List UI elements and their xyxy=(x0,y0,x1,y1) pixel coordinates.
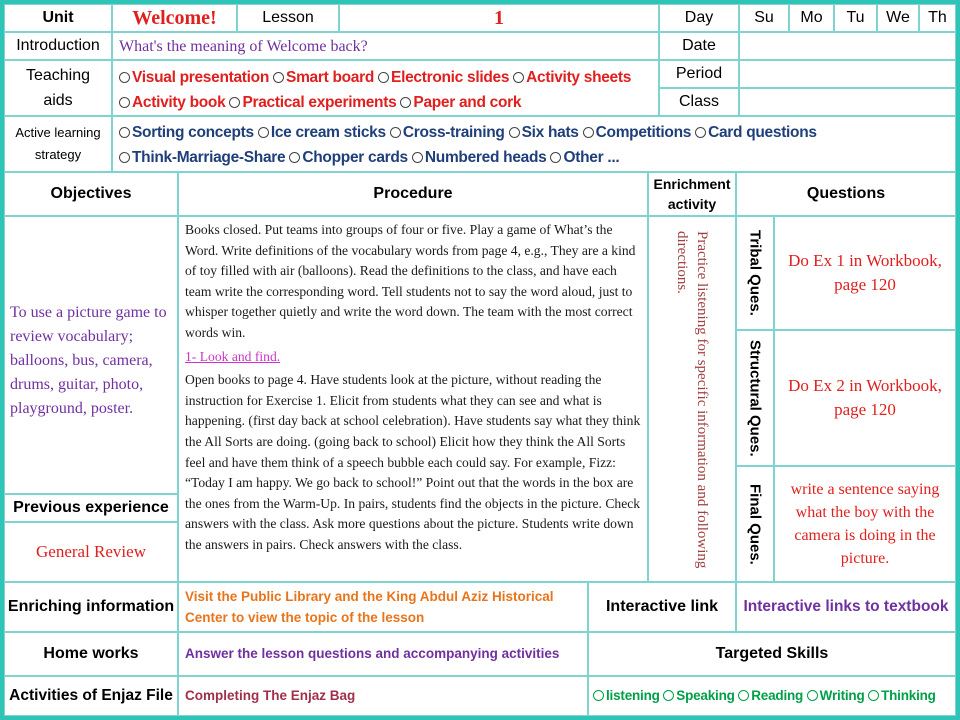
teaching-aids-options xyxy=(112,60,659,116)
enriching-info-label: Enriching information xyxy=(4,582,178,632)
radio-circle-icon[interactable] xyxy=(119,127,130,138)
introduction-value: What's the meaning of Welcome back? xyxy=(112,32,659,60)
radio-circle-icon[interactable] xyxy=(663,690,674,701)
aid-option[interactable]: Electronic slides xyxy=(378,69,509,86)
day-tu: Tu xyxy=(834,4,877,32)
radio-circle-icon[interactable] xyxy=(583,127,594,138)
structural-value: Do Ex 2 in Workbook, page 120 xyxy=(774,330,956,466)
strategy-option[interactable]: Think-Marriage-Share xyxy=(119,149,285,166)
day-label: Day xyxy=(659,4,739,32)
enrichment-text: Practice listening for specific information and following directions. xyxy=(674,231,710,569)
look-and-find-link[interactable]: 1- Look and find. xyxy=(185,348,281,364)
period-label: Period xyxy=(659,60,739,88)
aid-option[interactable]: Smart board xyxy=(273,69,374,86)
interactive-link-value[interactable]: Interactive links to textbook xyxy=(736,582,956,632)
interactive-link-label: Interactive link xyxy=(588,582,736,632)
introduction-label: Introduction xyxy=(4,32,112,60)
targeted-skills-label: Targeted Skills xyxy=(588,632,956,676)
radio-circle-icon[interactable] xyxy=(390,127,401,138)
unit-value: Welcome! xyxy=(112,4,237,32)
period-value xyxy=(739,60,956,88)
radio-circle-icon[interactable] xyxy=(807,690,818,701)
enrichment-header: Enrichment activity xyxy=(648,172,736,216)
active-learning-label: Active learning strategy xyxy=(4,116,112,172)
skill-option[interactable]: Thinking xyxy=(868,688,936,703)
procedure-header: Procedure xyxy=(178,172,648,216)
final-label-cell xyxy=(736,466,774,582)
date-label: Date xyxy=(659,32,739,60)
targeted-skills-options xyxy=(588,676,956,716)
strategy-option[interactable]: Sorting concepts xyxy=(119,124,254,141)
day-su: Su xyxy=(739,4,789,32)
lesson-plan-sheet xyxy=(4,4,956,716)
strategy-option[interactable]: Numbered heads xyxy=(412,149,547,166)
radio-circle-icon[interactable] xyxy=(695,127,706,138)
skill-option[interactable]: Writing xyxy=(807,688,865,703)
radio-circle-icon[interactable] xyxy=(119,152,130,163)
radio-circle-icon[interactable] xyxy=(593,690,604,701)
structural-label: Structural Ques. xyxy=(746,339,764,457)
unit-label: Unit xyxy=(4,4,112,32)
home-works-label: Home works xyxy=(4,632,178,676)
aid-option[interactable]: Activity sheets xyxy=(513,69,631,86)
lesson-value: 1 xyxy=(339,4,659,32)
radio-circle-icon[interactable] xyxy=(550,152,561,163)
radio-circle-icon[interactable] xyxy=(273,72,284,83)
questions-header: Questions xyxy=(736,172,956,216)
radio-circle-icon[interactable] xyxy=(378,72,389,83)
aid-option[interactable]: Paper and cork xyxy=(400,94,521,111)
radio-circle-icon[interactable] xyxy=(509,127,520,138)
skill-option[interactable]: listening xyxy=(593,688,660,703)
day-we: We xyxy=(877,4,919,32)
radio-circle-icon[interactable] xyxy=(258,127,269,138)
enrichment-cell xyxy=(648,216,736,582)
strategy-option[interactable]: Ice cream sticks xyxy=(258,124,386,141)
skill-option[interactable]: Speaking xyxy=(663,688,734,703)
day-th: Th xyxy=(919,4,956,32)
strategy-option[interactable]: Chopper cards xyxy=(289,149,408,166)
radio-circle-icon[interactable] xyxy=(229,97,240,108)
final-label: Final Ques. xyxy=(746,483,764,565)
structural-label-cell xyxy=(736,330,774,466)
teaching-aids-label: Teaching aids xyxy=(4,60,112,116)
class-value xyxy=(739,88,956,116)
strategy-option[interactable]: Six hats xyxy=(509,124,579,141)
radio-circle-icon[interactable] xyxy=(513,72,524,83)
objectives-text: To use a picture game to review vocabulary; balloons, bus, camera, drums, guitar, photo, playground, poster. xyxy=(4,216,178,494)
aid-option[interactable]: Practical experiments xyxy=(229,94,396,111)
previous-experience-value: General Review xyxy=(4,522,178,582)
procedure-paragraph: Books closed. Put teams into groups of four or five. Play a game of What’s the Word. Write definitions of the vocabulary words from page 4, e.g., They are a kind of toy filled with air (balloons). Read the definitions to the class, and have each team write the corresponding word. Tell students not to say the word aloud, just to whisper together quietly and write the word down. The team with the most correct words win. xyxy=(185,222,636,340)
aid-option[interactable]: Activity book xyxy=(119,94,225,111)
strategy-option[interactable]: Other ... xyxy=(550,149,619,166)
radio-circle-icon[interactable] xyxy=(412,152,423,163)
active-learning-options xyxy=(112,116,956,172)
strategy-option[interactable]: Competitions xyxy=(583,124,691,141)
strategy-option[interactable]: Cross-training xyxy=(390,124,505,141)
enriching-info-value: Visit the Public Library and the King Abdul Aziz Historical Center to view the topic of the lesson xyxy=(178,582,588,632)
objectives-header: Objectives xyxy=(4,172,178,216)
home-works-value: Answer the lesson questions and accompanying activities xyxy=(178,632,588,676)
tribal-value: Do Ex 1 in Workbook, page 120 xyxy=(774,216,956,330)
aid-option[interactable]: Visual presentation xyxy=(119,69,269,86)
day-mo: Mo xyxy=(789,4,834,32)
radio-circle-icon[interactable] xyxy=(868,690,879,701)
radio-circle-icon[interactable] xyxy=(119,72,130,83)
final-value: write a sentence saying what the boy with the camera is doing in the picture. xyxy=(774,466,956,582)
radio-circle-icon[interactable] xyxy=(119,97,130,108)
radio-circle-icon[interactable] xyxy=(289,152,300,163)
lesson-label: Lesson xyxy=(237,4,339,32)
enjaz-label: Activities of Enjaz File xyxy=(4,676,178,716)
tribal-label-cell xyxy=(736,216,774,330)
enjaz-value: Completing The Enjaz Bag xyxy=(178,676,588,716)
procedure-paragraph: Open books to page 4. Have students look at the picture, without reading the instruction for Exercise 1. Elicit from students what they can see and what is happening. (first day back at school celebration). Have students say what they think the All Sorts are doing. (going back to school) Elicit how they think the All Sorts feel and have them think of a speech bubble each could say. For example, Fizz: “Today I am happy. We go back to school!” Point out that the words in the box are the ones from the Warm-Up. In pairs, students find the objects in the picture. Check answers with the class. Ask more questions about the picture. Students write down the answers in pairs. Check answers with the class. xyxy=(185,372,641,552)
radio-circle-icon[interactable] xyxy=(738,690,749,701)
procedure-body xyxy=(178,216,648,582)
tribal-label: Tribal Ques. xyxy=(746,230,764,316)
skill-option[interactable]: Reading xyxy=(738,688,803,703)
class-label: Class xyxy=(659,88,739,116)
date-value xyxy=(739,32,956,60)
radio-circle-icon[interactable] xyxy=(400,97,411,108)
previous-experience-label: Previous experience xyxy=(4,494,178,522)
strategy-option[interactable]: Card questions xyxy=(695,124,817,141)
